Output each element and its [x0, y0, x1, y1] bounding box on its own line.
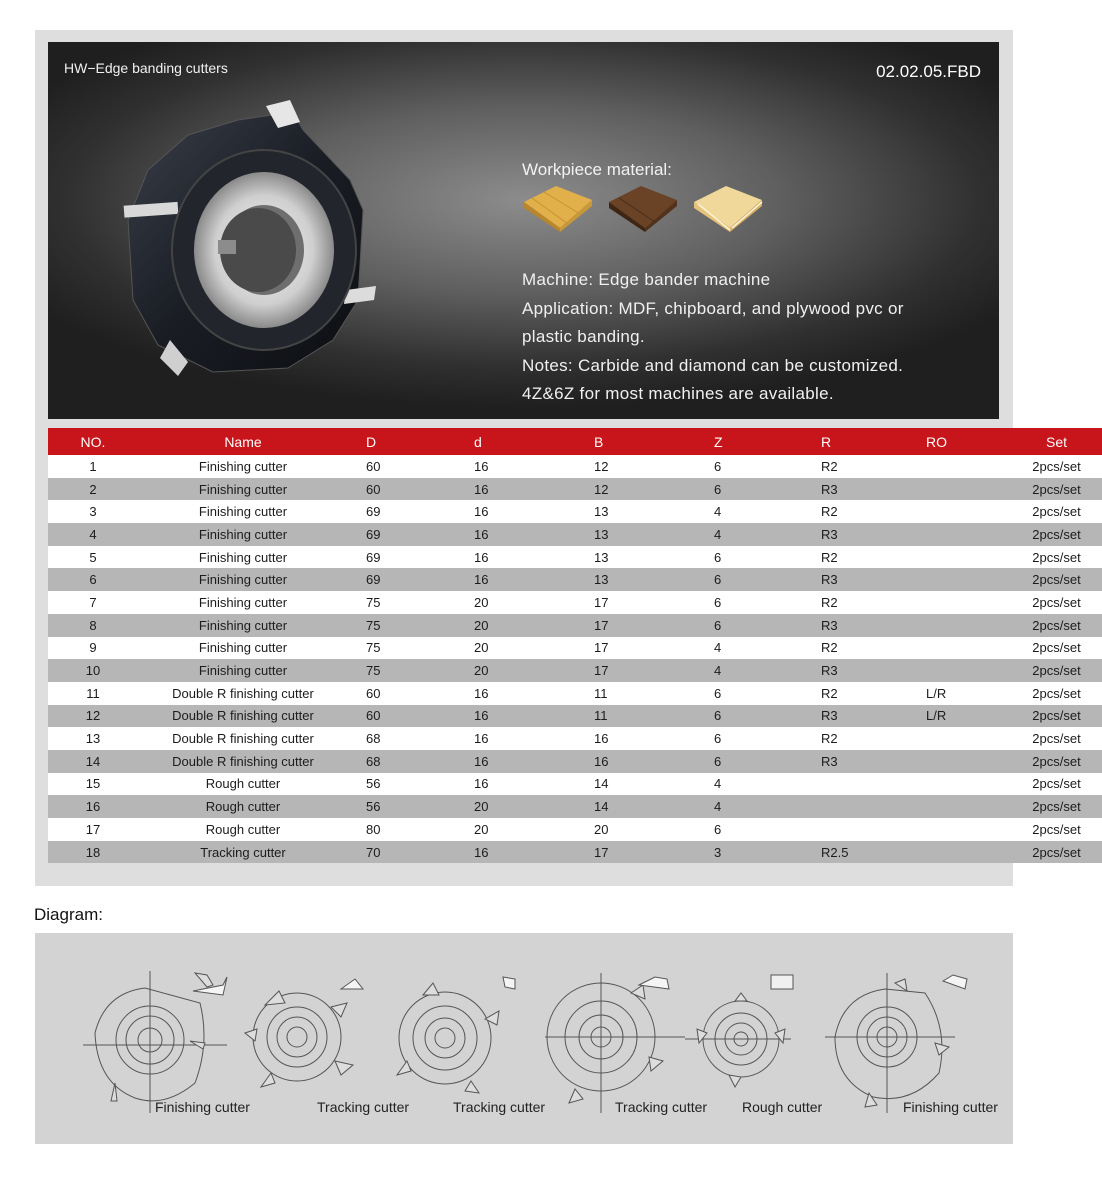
cell-B: 13 — [574, 500, 689, 523]
cell-Z: 6 — [689, 591, 809, 614]
table-body — [48, 455, 1102, 863]
cell-R — [809, 773, 916, 796]
cell-name: Finishing cutter — [138, 591, 348, 614]
specification-table — [48, 428, 1102, 863]
cell-B: 16 — [574, 727, 689, 750]
cell-d: 20 — [456, 795, 574, 818]
cell-Z: 4 — [689, 773, 809, 796]
cell-d: 16 — [456, 727, 574, 750]
cell-no: 6 — [48, 568, 138, 591]
diagram-caption-1: Finishing cutter — [155, 1099, 250, 1115]
cell-D: 75 — [348, 591, 456, 614]
table-row — [48, 727, 1102, 750]
table-row — [48, 614, 1102, 637]
cell-no: 5 — [48, 546, 138, 569]
cell-no: 14 — [48, 750, 138, 773]
cell-RO — [916, 637, 1011, 660]
cell-R: R2 — [809, 546, 916, 569]
cell-RO — [916, 546, 1011, 569]
cell-D: 60 — [348, 478, 456, 501]
cell-set: 2pcs/set — [1011, 523, 1102, 546]
cell-RO — [916, 659, 1011, 682]
cell-set: 2pcs/set — [1011, 682, 1102, 705]
cell-Z: 4 — [689, 637, 809, 660]
workpiece-label: Workpiece material: — [522, 160, 672, 179]
cell-RO — [916, 727, 1011, 750]
cell-set: 2pcs/set — [1011, 773, 1102, 796]
cell-D: 75 — [348, 637, 456, 660]
cell-RO — [916, 568, 1011, 591]
col-header-R: R — [809, 428, 916, 455]
cell-Z: 6 — [689, 818, 809, 841]
table-row — [48, 637, 1102, 660]
cell-no: 15 — [48, 773, 138, 796]
table-row — [48, 705, 1102, 728]
cell-d: 20 — [456, 818, 574, 841]
diagram-caption-5: Rough cutter — [742, 1099, 823, 1115]
cell-R: R3 — [809, 659, 916, 682]
cell-no: 7 — [48, 591, 138, 614]
cell-name: Rough cutter — [138, 795, 348, 818]
cell-set: 2pcs/set — [1011, 705, 1102, 728]
cell-no: 3 — [48, 500, 138, 523]
cell-set: 2pcs/set — [1011, 591, 1102, 614]
col-header-B: B — [574, 428, 689, 455]
cell-R: R2 — [809, 727, 916, 750]
cell-name: Finishing cutter — [138, 455, 348, 478]
table-row — [48, 546, 1102, 569]
cell-Z: 6 — [689, 568, 809, 591]
cell-B: 13 — [574, 568, 689, 591]
cell-d: 16 — [456, 750, 574, 773]
table-header-row — [48, 428, 1102, 455]
cell-Z: 4 — [689, 523, 809, 546]
cell-D: 56 — [348, 773, 456, 796]
col-header-RO: RO — [916, 428, 1011, 455]
cell-B: 13 — [574, 523, 689, 546]
cell-name: Rough cutter — [138, 773, 348, 796]
cutter-photo-icon — [118, 100, 378, 390]
tracking-cutter-diagram-1-icon — [245, 979, 363, 1087]
cell-name: Finishing cutter — [138, 546, 348, 569]
cell-set: 2pcs/set — [1011, 455, 1102, 478]
cell-R: R3 — [809, 568, 916, 591]
cell-RO — [916, 455, 1011, 478]
cell-no: 16 — [48, 795, 138, 818]
cell-name: Finishing cutter — [138, 478, 348, 501]
cell-name: Double R finishing cutter — [138, 705, 348, 728]
machine-text: Machine: Edge bander machine — [522, 270, 771, 289]
cell-no: 1 — [48, 455, 138, 478]
finishing-cutter-diagram-2-icon — [825, 973, 967, 1113]
cell-d: 20 — [456, 614, 574, 637]
cell-Z: 6 — [689, 546, 809, 569]
cell-RO — [916, 523, 1011, 546]
cell-set: 2pcs/set — [1011, 614, 1102, 637]
cell-RO: L/R — [916, 705, 1011, 728]
col-header-name: Name — [138, 428, 348, 455]
cell-D: 68 — [348, 750, 456, 773]
cell-B: 14 — [574, 773, 689, 796]
table-row — [48, 795, 1102, 818]
cell-B: 17 — [574, 659, 689, 682]
cell-no: 18 — [48, 841, 138, 864]
cell-B: 13 — [574, 546, 689, 569]
cell-B: 20 — [574, 818, 689, 841]
cell-d: 20 — [456, 659, 574, 682]
cell-set: 2pcs/set — [1011, 841, 1102, 864]
product-code: 02.02.05.FBD — [876, 62, 981, 81]
cell-RO — [916, 478, 1011, 501]
cell-set: 2pcs/set — [1011, 659, 1102, 682]
cell-B: 17 — [574, 637, 689, 660]
cell-RO: L/R — [916, 682, 1011, 705]
cell-B: 11 — [574, 682, 689, 705]
cell-R: R3 — [809, 750, 916, 773]
col-header-no: NO. — [48, 428, 138, 455]
table-row — [48, 568, 1102, 591]
light-wood-icon — [522, 184, 594, 232]
cell-D: 75 — [348, 614, 456, 637]
cell-d: 20 — [456, 591, 574, 614]
cell-name: Rough cutter — [138, 818, 348, 841]
cell-no: 4 — [48, 523, 138, 546]
cell-B: 14 — [574, 795, 689, 818]
dark-wood-icon — [607, 184, 679, 232]
cell-R: R3 — [809, 523, 916, 546]
cell-RO — [916, 614, 1011, 637]
cell-d: 16 — [456, 568, 574, 591]
table-row — [48, 682, 1102, 705]
cell-no: 12 — [48, 705, 138, 728]
cell-R: R3 — [809, 614, 916, 637]
cell-D: 60 — [348, 455, 456, 478]
table-row — [48, 591, 1102, 614]
cell-RO — [916, 750, 1011, 773]
cell-name: Double R finishing cutter — [138, 750, 348, 773]
cell-R: R2 — [809, 591, 916, 614]
cell-d: 16 — [456, 682, 574, 705]
cell-name: Double R finishing cutter — [138, 682, 348, 705]
rough-cutter-diagram-icon — [685, 975, 793, 1087]
cell-d: 16 — [456, 773, 574, 796]
cell-B: 16 — [574, 750, 689, 773]
table-row — [48, 841, 1102, 864]
cell-D: 69 — [348, 546, 456, 569]
cell-B: 11 — [574, 705, 689, 728]
cell-B: 17 — [574, 841, 689, 864]
cell-d: 16 — [456, 523, 574, 546]
cell-RO — [916, 591, 1011, 614]
cell-no: 2 — [48, 478, 138, 501]
product-title: HW−Edge banding cutters — [64, 60, 228, 76]
col-header-Z: Z — [689, 428, 809, 455]
cell-name: Tracking cutter — [138, 841, 348, 864]
diagram-caption-6: Finishing cutter — [903, 1099, 998, 1115]
cell-name: Finishing cutter — [138, 500, 348, 523]
cell-R — [809, 795, 916, 818]
cell-name: Finishing cutter — [138, 523, 348, 546]
cell-d: 16 — [456, 500, 574, 523]
cell-d: 16 — [456, 705, 574, 728]
diagram-caption-4: Tracking cutter — [615, 1099, 708, 1115]
product-description — [522, 266, 982, 409]
col-header-D: D — [348, 428, 456, 455]
tracking-cutter-diagram-3-icon — [545, 973, 685, 1113]
diagram-panel — [35, 933, 1013, 1144]
cell-B: 12 — [574, 478, 689, 501]
diagram-caption-3: Tracking cutter — [453, 1099, 546, 1115]
application-text-cont: plastic banding. — [522, 327, 645, 346]
cell-no: 11 — [48, 682, 138, 705]
cell-Z: 4 — [689, 659, 809, 682]
cell-R: R2.5 — [809, 841, 916, 864]
cell-D: 60 — [348, 682, 456, 705]
cell-set: 2pcs/set — [1011, 750, 1102, 773]
cell-d: 20 — [456, 637, 574, 660]
diagram-caption-2: Tracking cutter — [317, 1099, 410, 1115]
cell-D: 56 — [348, 795, 456, 818]
cell-Z: 6 — [689, 614, 809, 637]
table-row — [48, 818, 1102, 841]
cell-no: 8 — [48, 614, 138, 637]
cell-name: Finishing cutter — [138, 637, 348, 660]
cell-R — [809, 818, 916, 841]
cell-R: R2 — [809, 500, 916, 523]
cell-D: 80 — [348, 818, 456, 841]
cell-RO — [916, 841, 1011, 864]
cell-set: 2pcs/set — [1011, 795, 1102, 818]
cell-Z: 6 — [689, 478, 809, 501]
col-header-d: d — [456, 428, 574, 455]
cell-D: 68 — [348, 727, 456, 750]
cell-d: 16 — [456, 455, 574, 478]
cell-Z: 4 — [689, 500, 809, 523]
cell-D: 69 — [348, 568, 456, 591]
cell-Z: 4 — [689, 795, 809, 818]
cell-R: R3 — [809, 705, 916, 728]
application-text: Application: MDF, chipboard, and plywood pvc or — [522, 298, 904, 318]
cell-d: 16 — [456, 478, 574, 501]
cell-RO — [916, 500, 1011, 523]
diagram-label: Diagram: — [34, 905, 103, 924]
cell-R: R2 — [809, 682, 916, 705]
col-header-set: Set — [1011, 428, 1102, 455]
cell-no: 17 — [48, 818, 138, 841]
cell-d: 16 — [456, 546, 574, 569]
table-row — [48, 455, 1102, 478]
cell-set: 2pcs/set — [1011, 818, 1102, 841]
cell-Z: 6 — [689, 727, 809, 750]
cell-RO — [916, 795, 1011, 818]
cell-d: 16 — [456, 841, 574, 864]
cell-Z: 6 — [689, 705, 809, 728]
plywood-icon — [692, 184, 764, 232]
cell-name: Finishing cutter — [138, 568, 348, 591]
product-hero — [48, 42, 999, 419]
cell-Z: 3 — [689, 841, 809, 864]
cell-set: 2pcs/set — [1011, 568, 1102, 591]
cell-D: 69 — [348, 523, 456, 546]
cell-name: Finishing cutter — [138, 659, 348, 682]
cell-set: 2pcs/set — [1011, 500, 1102, 523]
cell-D: 70 — [348, 841, 456, 864]
tracking-cutter-diagram-2-icon — [397, 977, 515, 1093]
table-row — [48, 500, 1102, 523]
cell-set: 2pcs/set — [1011, 727, 1102, 750]
cell-B: 17 — [574, 614, 689, 637]
cell-Z: 6 — [689, 455, 809, 478]
cell-Z: 6 — [689, 682, 809, 705]
cell-R: R3 — [809, 478, 916, 501]
finishing-cutter-diagram-icon — [83, 971, 227, 1113]
cell-name: Finishing cutter — [138, 614, 348, 637]
cell-Z: 6 — [689, 750, 809, 773]
cell-set: 2pcs/set — [1011, 478, 1102, 501]
cell-no: 9 — [48, 637, 138, 660]
table-row — [48, 750, 1102, 773]
table-row — [48, 523, 1102, 546]
cell-D: 69 — [348, 500, 456, 523]
table-row — [48, 659, 1102, 682]
cell-D: 60 — [348, 705, 456, 728]
cell-B: 17 — [574, 591, 689, 614]
cell-set: 2pcs/set — [1011, 546, 1102, 569]
cell-no: 13 — [48, 727, 138, 750]
cell-set: 2pcs/set — [1011, 637, 1102, 660]
notes-text: Notes: Carbide and diamond can be customized. — [522, 355, 904, 375]
cell-RO — [916, 818, 1011, 841]
notes-text-cont: 4Z&6Z for most machines are available. — [522, 384, 834, 403]
cell-R: R2 — [809, 455, 916, 478]
cell-D: 75 — [348, 659, 456, 682]
table-row — [48, 478, 1102, 501]
cell-RO — [916, 773, 1011, 796]
cell-B: 12 — [574, 455, 689, 478]
table-row — [48, 773, 1102, 796]
cell-name: Double R finishing cutter — [138, 727, 348, 750]
cell-no: 10 — [48, 659, 138, 682]
cell-R: R2 — [809, 637, 916, 660]
